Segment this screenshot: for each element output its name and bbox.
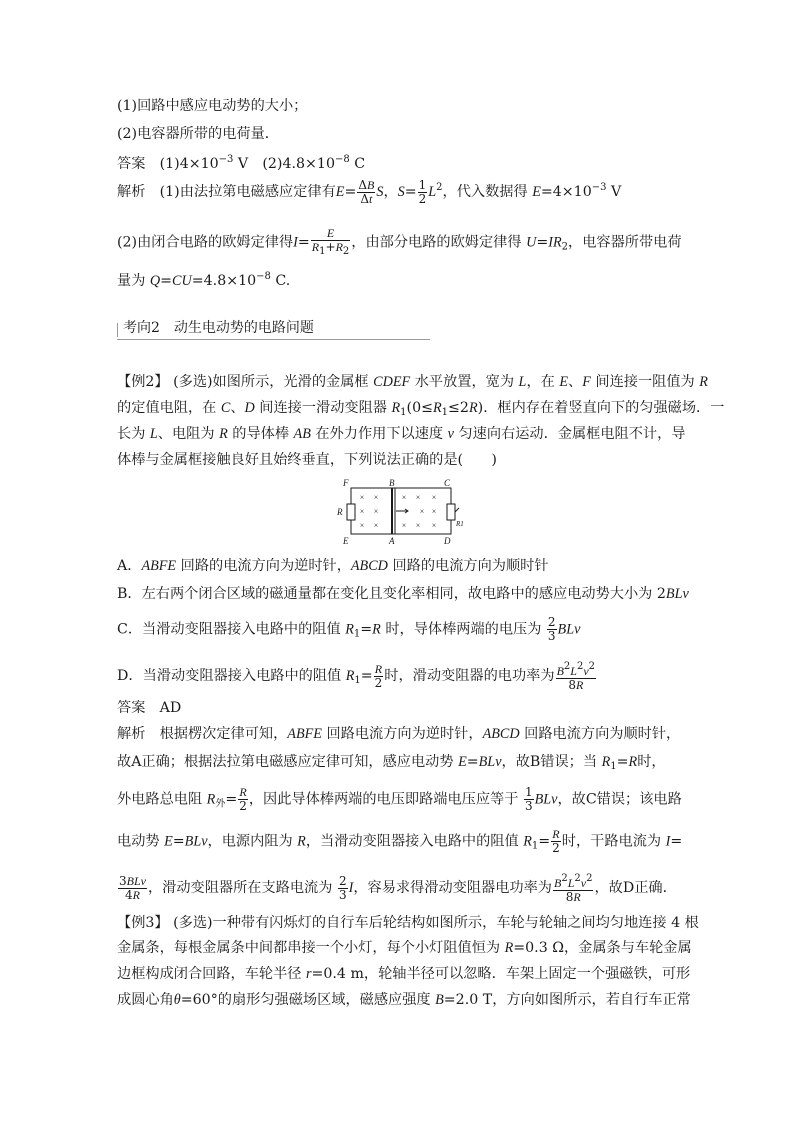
label-R1: R1 [456, 520, 464, 528]
question-item-2: (2)电容器所带的电荷量． [117, 126, 279, 142]
question-item-1: (1)回路中感应电动势的大小； [117, 98, 308, 114]
svg-text:×: × [401, 493, 407, 502]
analysis-line-2: (2)由闭合电路的欧姆定律得I= $\frac{E}{R_1+R_2}$ ，由部分电路的欧姆定律得 $U=IR_2$，电容器所带电荷 [117, 226, 682, 257]
label-D: D [444, 536, 451, 546]
example2-line-3: 长为 L、电阻为 R 的导体棒 AB 在外力作用下以速度 v 匀速向右运动．金属框电阻不计，导 [117, 426, 686, 442]
svg-text:×: × [359, 521, 365, 530]
label-R: R [337, 507, 343, 517]
resistor-R [347, 504, 355, 520]
svg-text:×: × [431, 521, 437, 530]
label-E: E [343, 536, 349, 546]
label-F: F [343, 478, 349, 488]
svg-text:×: × [359, 507, 365, 516]
label-B: B [389, 478, 395, 488]
rheostat-slider [455, 508, 459, 512]
example2-analysis-4: 电动势 E=BLv，电源内阻为 R，当滑动变阻器接入电路中的阻值 $R_1=$ $\frac{R}{2}$ 时，干路电流为 I= [117, 827, 683, 855]
svg-text:×: × [373, 507, 379, 516]
svg-text:×: × [431, 493, 437, 502]
svg-text:×: × [431, 507, 437, 516]
label-C: C [444, 478, 451, 488]
rheostat-R1 [447, 504, 455, 520]
example3-line-1: 【例3】 (多选)一种带有闪烁灯的自行车后轮结构如图所示，车轮与轮轴之间均匀地连接 4 根 [117, 915, 699, 931]
example3-line-2: 金属条，每根金属条中间都串接一个小灯，每个小灯阻值恒为 R=0.3 Ω，金属条与车轮金属 [117, 940, 692, 956]
example2-analysis-2: 故A正确；根据法拉第电磁感应定律可知，感应电动势 E=BLv，故B错误；当 $R_1=R$时， [117, 754, 666, 772]
option-B: B．左右两个闭合区域的磁通量都在变化且变化率相同，故电路中的感应电动势大小为 2BLv [117, 586, 689, 602]
option-A: A．ABFE 回路的电流方向为逆时针，ABCD 回路的电流方向为顺时针 [117, 558, 549, 574]
svg-text:×: × [401, 521, 407, 530]
analysis-line-3: 量为 $Q=CU=4.8\times 10^{-8}$ C. [117, 271, 291, 289]
example3-line-4: 成圆心角θ=60°的扇形匀强磁场区域，磁感应强度 B=2.0 T，方向如图所示，若自行车正常 [117, 992, 691, 1008]
svg-text:×: × [373, 521, 379, 530]
section-tick [117, 323, 118, 337]
svg-text:×: × [415, 493, 421, 502]
example2-line-4: 体棒与金属框接触良好且始终垂直，下列说法正确的是( ) [117, 452, 497, 468]
option-C: C．当滑动变阻器接入电路中的阻值 $R_1=R$ 时，导体棒两端的电压为 $\frac{2}{3}$ BLv [117, 615, 581, 643]
answer-line: 答案 $(1)4\times 10^{-3}$ V $(2)4.8\times 10^{-8}$ C [117, 154, 366, 172]
analysis-line-1: 解析 (1)由法拉第电磁感应定律有E= $\frac{\Delta B}{\Delta t}$ S，S= $\frac{1}{2}$ $L^2$，代入数据得 $E=4\times 10^{-3}$ V [117, 177, 622, 206]
example2-analysis-1: 解析 根据楞次定律可知，ABFE 回路电流方向为逆时针，ABCD 回路电流方向为顺时针， [117, 726, 681, 742]
example2-analysis-5: $\frac{\text{3BLv}}{4R}$ ，滑动变阻器所在支路电流为 $\frac{2}{3}$ I，容易求得滑动变阻器电功率为 $\frac{B^2L^2v^2}{8R}$ ，故D正确． [119, 873, 677, 904]
svg-text:×: × [373, 493, 379, 502]
section-title: 考向2 动生电动势的电路问题 [123, 320, 314, 336]
example2-analysis-3: 外电路总电阻 $R_外=$ $\frac{R}{2}$ ，因此导体棒两端的电压即路端电压应等于 $\frac{1}{3}$ BLv，故C错误；该电路 [117, 785, 682, 813]
example2-line-1: 【例2】 (多选)如图所示，光滑的金属框 CDEF 水平放置，宽为 L，在 E、F 间连接一阻值为 R [117, 374, 708, 390]
label-A: A [389, 536, 395, 546]
circuit-figure [334, 478, 464, 548]
svg-text:×: × [359, 493, 365, 502]
example2-line-2: 的定值电阻，在 C、D 间连接一滑动变阻器 $R_1(0\le R_1\le 2R)$．框内存在着竖直向下的匀强磁场．一 [117, 400, 725, 418]
example2-answer: 答案 AD [117, 700, 182, 716]
example3-line-3: 边框构成闭合回路，车轮半径 r=0.4 m，轮轴半径可以忽略．车架上固定一个强磁铁，可形 [117, 966, 691, 982]
section-header [117, 319, 430, 340]
svg-text:×: × [419, 507, 425, 516]
option-D: D．当滑动变阻器接入电路中的阻值 $R_1=$ $\frac{R}{2}$ 时，滑动变阻器的电功率为 $\frac{B^2L^2v^2}{8R}$ [117, 661, 596, 692]
svg-text:×: × [415, 521, 421, 530]
